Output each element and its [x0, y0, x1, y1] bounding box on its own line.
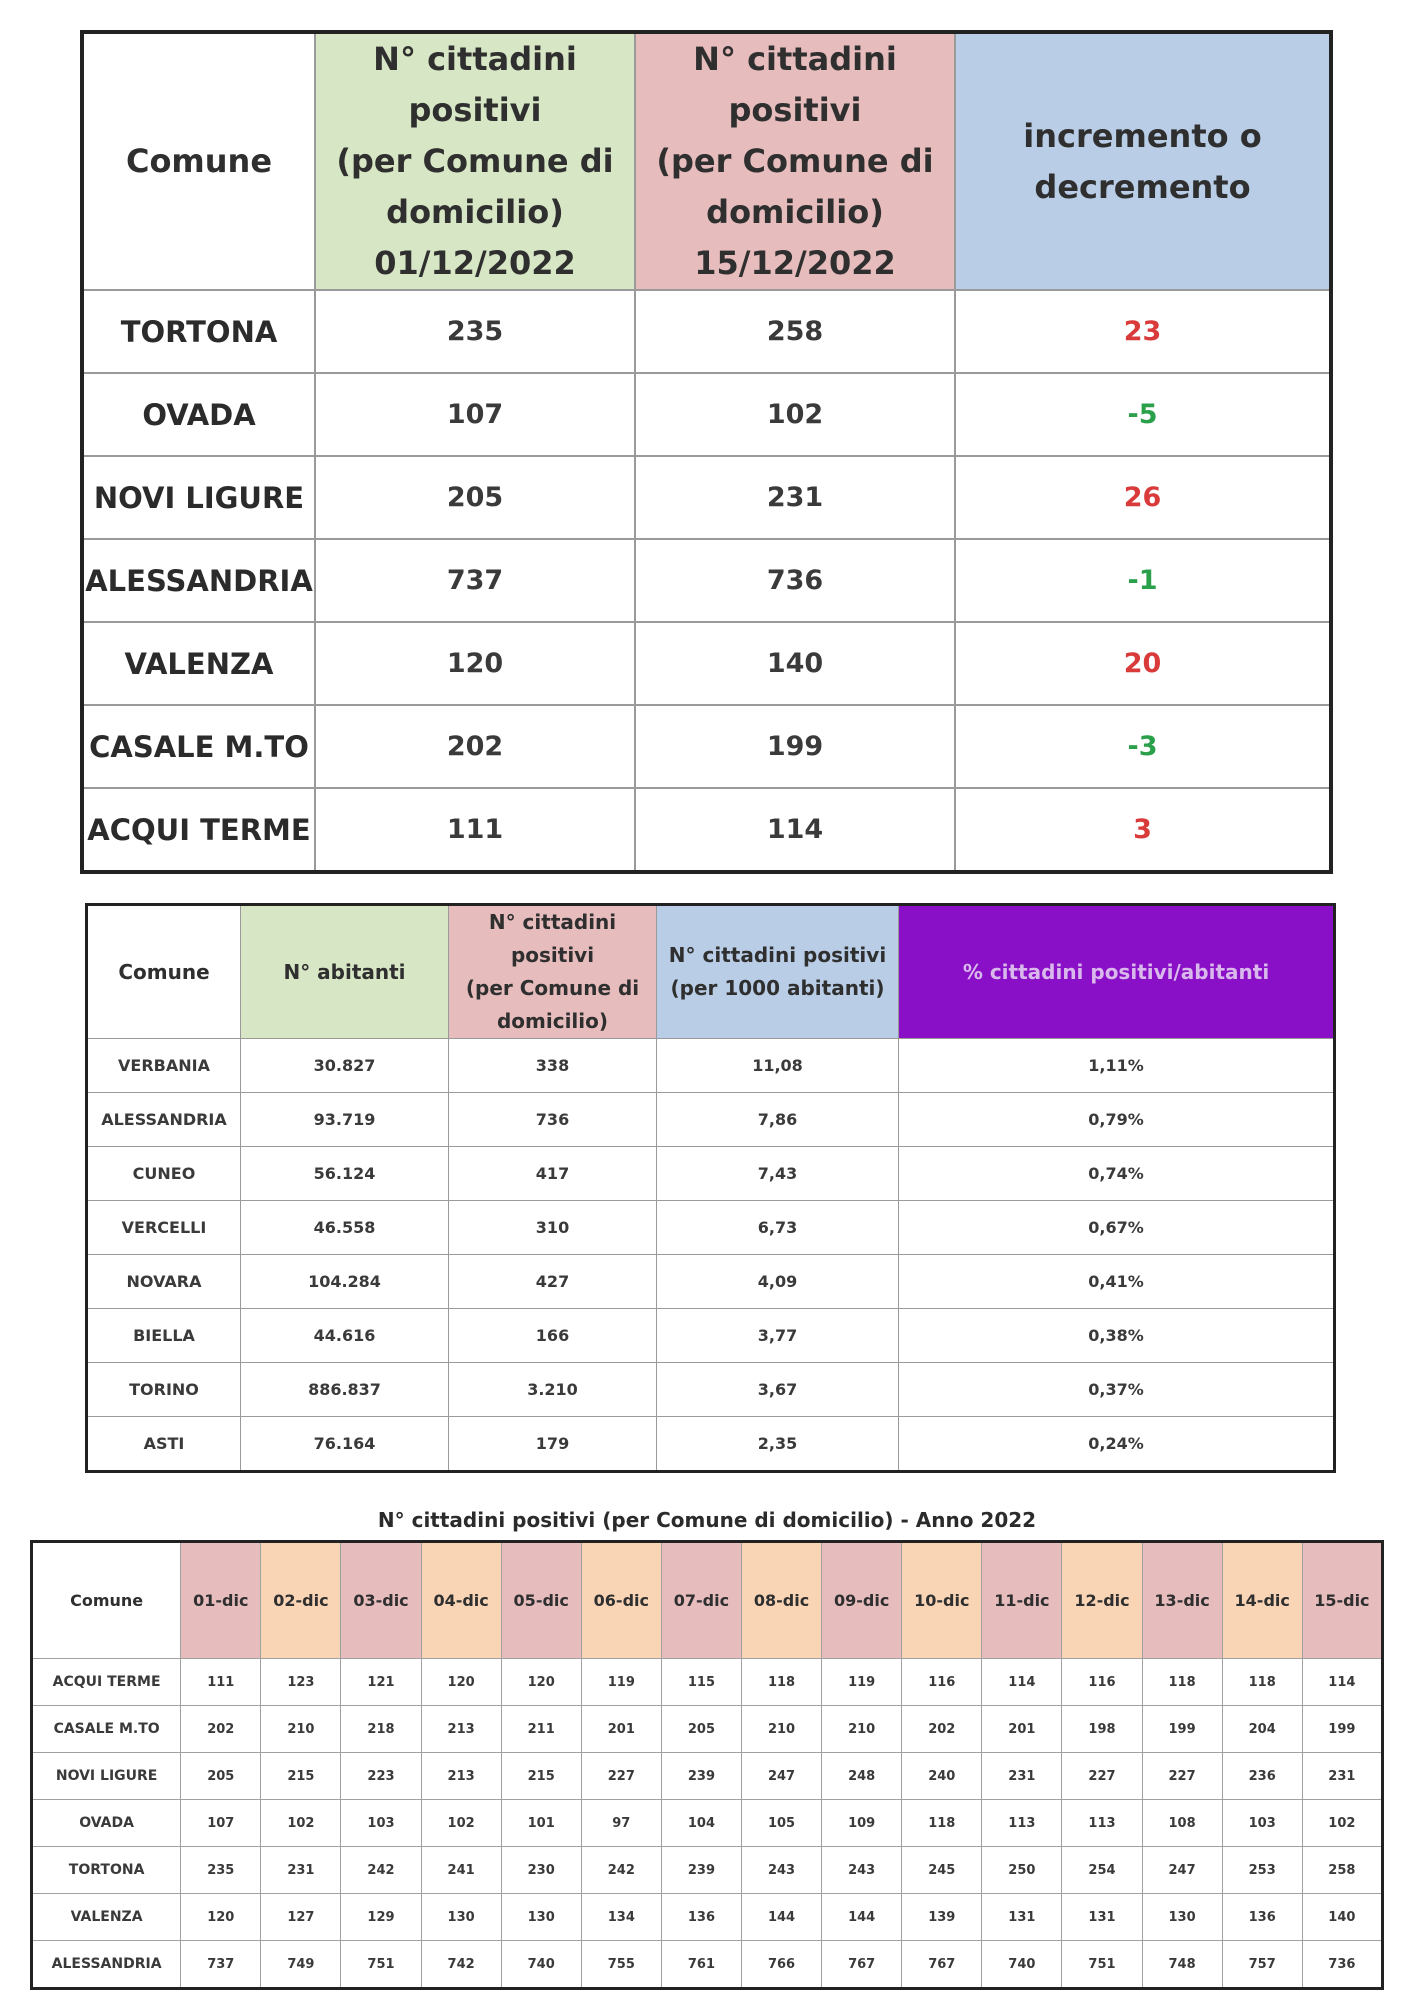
daily-value: 242	[341, 1847, 421, 1894]
comune-name: ASTI	[87, 1417, 241, 1472]
header-date: 09-dic	[822, 1542, 902, 1659]
daily-value: 243	[822, 1847, 902, 1894]
daily-value: 258	[1302, 1847, 1382, 1894]
header-line: incremento o	[1023, 116, 1262, 155]
abitanti-value: 93.719	[241, 1093, 449, 1147]
daily-value: 118	[1222, 1659, 1302, 1706]
header-comune: Comune	[82, 32, 315, 290]
per-1000-value: 6,73	[657, 1201, 899, 1255]
per-1000-value: 7,86	[657, 1093, 899, 1147]
daily-value: 205	[181, 1753, 261, 1800]
daily-value: 113	[982, 1800, 1062, 1847]
daily-value: 109	[822, 1800, 902, 1847]
daily-value: 227	[1062, 1753, 1142, 1800]
daily-value: 231	[982, 1753, 1062, 1800]
positivi-value: 310	[449, 1201, 657, 1255]
header-line: domicilio)	[706, 193, 884, 231]
percent-value: 0,37%	[899, 1363, 1335, 1417]
daily-value: 116	[1062, 1659, 1142, 1706]
header-date: 06-dic	[581, 1542, 661, 1659]
daily-value: 250	[982, 1847, 1062, 1894]
abitanti-value: 76.164	[241, 1417, 449, 1472]
daily-value: 215	[501, 1753, 581, 1800]
daily-value: 198	[1062, 1706, 1142, 1753]
comune-name: BIELLA	[87, 1309, 241, 1363]
table-row	[87, 1309, 1335, 1363]
table-row	[87, 1417, 1335, 1472]
abitanti-value: 44.616	[241, 1309, 449, 1363]
comune-name: NOVI LIGURE	[82, 456, 315, 539]
comune-name: VALENZA	[82, 622, 315, 705]
value-01-12: 205	[315, 456, 635, 539]
daily-value: 241	[421, 1847, 501, 1894]
table-row	[32, 1706, 1383, 1753]
daily-value: 231	[261, 1847, 341, 1894]
ratio-body	[87, 1039, 1335, 1472]
percent-value: 0,38%	[899, 1309, 1335, 1363]
header-date: 08-dic	[741, 1542, 821, 1659]
header-positivi	[449, 905, 657, 1039]
per-1000-value: 4,09	[657, 1255, 899, 1309]
daily-value: 247	[741, 1753, 821, 1800]
daily-value: 144	[822, 1894, 902, 1941]
table-row	[82, 788, 1331, 872]
daily-table	[30, 1540, 1384, 1990]
daily-value: 751	[1062, 1941, 1142, 1989]
daily-value: 230	[501, 1847, 581, 1894]
comune-name: OVADA	[32, 1800, 181, 1847]
daily-value: 236	[1222, 1753, 1302, 1800]
delta-value: 3	[955, 788, 1331, 872]
value-15-12: 258	[635, 290, 955, 373]
daily-value: 242	[581, 1847, 661, 1894]
daily-value: 120	[421, 1659, 501, 1706]
daily-body	[32, 1659, 1383, 1989]
daily-value: 127	[261, 1894, 341, 1941]
comune-name: CASALE M.TO	[82, 705, 315, 788]
percent-value: 0,24%	[899, 1417, 1335, 1472]
header-line: 01/12/2022	[374, 244, 576, 282]
table-row	[87, 1201, 1335, 1255]
table-row	[32, 1659, 1383, 1706]
abitanti-value: 104.284	[241, 1255, 449, 1309]
positivi-value: 427	[449, 1255, 657, 1309]
value-15-12: 140	[635, 622, 955, 705]
percent-value: 0,67%	[899, 1201, 1335, 1255]
daily-value: 240	[902, 1753, 982, 1800]
header-line: N° cittadini	[373, 40, 577, 78]
header-date: 13-dic	[1142, 1542, 1222, 1659]
daily-value: 103	[341, 1800, 421, 1847]
daily-value: 215	[261, 1753, 341, 1800]
table-row	[82, 539, 1331, 622]
abitanti-value: 46.558	[241, 1201, 449, 1255]
header-line: (per Comune di	[465, 976, 640, 1000]
header-comune: Comune	[32, 1542, 181, 1659]
daily-value: 742	[421, 1941, 501, 1989]
daily-value: 227	[1142, 1753, 1222, 1800]
per-1000-value: 3,77	[657, 1309, 899, 1363]
daily-value: 107	[181, 1800, 261, 1847]
header-date: 14-dic	[1222, 1542, 1302, 1659]
comune-name: NOVARA	[87, 1255, 241, 1309]
daily-value: 119	[822, 1659, 902, 1706]
header-date: 11-dic	[982, 1542, 1062, 1659]
table-row	[82, 705, 1331, 788]
daily-value: 205	[661, 1706, 741, 1753]
value-01-12: 111	[315, 788, 635, 872]
comune-name: CASALE M.TO	[32, 1706, 181, 1753]
value-15-12: 102	[635, 373, 955, 456]
header-line: domicilio)	[496, 1009, 609, 1033]
percent-value: 0,74%	[899, 1147, 1335, 1201]
daily-value: 213	[421, 1753, 501, 1800]
header-per-1000	[657, 905, 899, 1039]
daily-value: 103	[1222, 1800, 1302, 1847]
percent-value: 1,11%	[899, 1039, 1335, 1093]
daily-value: 253	[1222, 1847, 1302, 1894]
daily-value: 134	[581, 1894, 661, 1941]
header-line: positivi	[728, 91, 862, 129]
daily-value: 239	[661, 1753, 741, 1800]
daily-value: 129	[341, 1894, 421, 1941]
table-row	[82, 456, 1331, 539]
daily-value: 749	[261, 1941, 341, 1989]
daily-value: 210	[822, 1706, 902, 1753]
header-comune: Comune	[87, 905, 241, 1039]
comune-name: ACQUI TERME	[32, 1659, 181, 1706]
daily-value: 115	[661, 1659, 741, 1706]
header-line: (per Comune di	[336, 142, 614, 180]
daily-value: 108	[1142, 1800, 1222, 1847]
table-row	[87, 1093, 1335, 1147]
daily-value: 199	[1142, 1706, 1222, 1753]
positivi-value: 3.210	[449, 1363, 657, 1417]
per-1000-value: 3,67	[657, 1363, 899, 1417]
delta-value: -5	[955, 373, 1331, 456]
daily-value: 210	[261, 1706, 341, 1753]
abitanti-value: 30.827	[241, 1039, 449, 1093]
value-15-12: 736	[635, 539, 955, 622]
daily-value: 740	[501, 1941, 581, 1989]
ratio-table	[85, 903, 1336, 1473]
percent-value: 0,41%	[899, 1255, 1335, 1309]
header-date: 10-dic	[902, 1542, 982, 1659]
daily-table-title: N° cittadini positivi (per Comune di domicilio) - Anno 2022	[377, 1508, 1037, 1532]
positivi-value: 417	[449, 1147, 657, 1201]
daily-value: 737	[181, 1941, 261, 1989]
value-01-12: 235	[315, 290, 635, 373]
daily-value: 254	[1062, 1847, 1142, 1894]
value-01-12: 737	[315, 539, 635, 622]
daily-value: 130	[501, 1894, 581, 1941]
per-1000-value: 11,08	[657, 1039, 899, 1093]
table-row	[32, 1894, 1383, 1941]
daily-value: 202	[181, 1706, 261, 1753]
daily-value: 231	[1302, 1753, 1382, 1800]
daily-value: 740	[982, 1941, 1062, 1989]
daily-value: 118	[741, 1659, 821, 1706]
daily-value: 102	[261, 1800, 341, 1847]
value-15-12: 231	[635, 456, 955, 539]
header-positivi-15-12	[635, 32, 955, 290]
daily-value: 119	[581, 1659, 661, 1706]
daily-value: 210	[741, 1706, 821, 1753]
value-01-12: 202	[315, 705, 635, 788]
table-row	[87, 1363, 1335, 1417]
header-line: domicilio)	[386, 193, 564, 231]
table-row	[82, 622, 1331, 705]
header-date: 04-dic	[421, 1542, 501, 1659]
daily-value: 767	[822, 1941, 902, 1989]
daily-value: 202	[902, 1706, 982, 1753]
ratio-header-row	[87, 905, 1335, 1039]
header-line: N° cittadini	[693, 40, 897, 78]
daily-value: 113	[1062, 1800, 1142, 1847]
comparison-table	[80, 30, 1333, 874]
value-01-12: 107	[315, 373, 635, 456]
table-row	[87, 1255, 1335, 1309]
table-row	[87, 1039, 1335, 1093]
per-1000-value: 7,43	[657, 1147, 899, 1201]
daily-value: 761	[661, 1941, 741, 1989]
header-date: 12-dic	[1062, 1542, 1142, 1659]
daily-value: 201	[581, 1706, 661, 1753]
daily-value: 102	[421, 1800, 501, 1847]
header-line: positivi	[408, 91, 542, 129]
daily-value: 101	[501, 1800, 581, 1847]
daily-value: 218	[341, 1706, 421, 1753]
daily-value: 223	[341, 1753, 421, 1800]
daily-value: 102	[1302, 1800, 1382, 1847]
comparison-body	[82, 290, 1331, 872]
table-row	[82, 373, 1331, 456]
positivi-value: 166	[449, 1309, 657, 1363]
delta-value: -3	[955, 705, 1331, 788]
header-date: 02-dic	[261, 1542, 341, 1659]
abitanti-value: 886.837	[241, 1363, 449, 1417]
percent-value: 0,79%	[899, 1093, 1335, 1147]
table-row	[32, 1753, 1383, 1800]
comune-name: VERBANIA	[87, 1039, 241, 1093]
header-line: (per Comune di	[656, 142, 934, 180]
table-row	[32, 1800, 1383, 1847]
comune-name: TORTONA	[82, 290, 315, 373]
daily-value: 136	[1222, 1894, 1302, 1941]
per-1000-value: 2,35	[657, 1417, 899, 1472]
comune-name: ACQUI TERME	[82, 788, 315, 872]
daily-value: 130	[1142, 1894, 1222, 1941]
delta-value: -1	[955, 539, 1331, 622]
header-line: N° cittadini	[488, 910, 617, 934]
positivi-value: 179	[449, 1417, 657, 1472]
value-15-12: 199	[635, 705, 955, 788]
daily-header-row	[32, 1542, 1383, 1659]
table-row	[82, 290, 1331, 373]
table-row	[32, 1941, 1383, 1989]
comparison-header-row	[82, 32, 1331, 290]
header-line: decremento	[1034, 167, 1251, 206]
daily-value: 243	[741, 1847, 821, 1894]
daily-value: 111	[181, 1659, 261, 1706]
value-15-12: 114	[635, 788, 955, 872]
daily-value: 118	[1142, 1659, 1222, 1706]
daily-value: 755	[581, 1941, 661, 1989]
daily-value: 118	[902, 1800, 982, 1847]
daily-value: 204	[1222, 1706, 1302, 1753]
daily-value: 114	[982, 1659, 1062, 1706]
header-date: 03-dic	[341, 1542, 421, 1659]
daily-value: 136	[661, 1894, 741, 1941]
daily-value: 748	[1142, 1941, 1222, 1989]
daily-value: 247	[1142, 1847, 1222, 1894]
header-line: N° cittadini positivi	[668, 943, 887, 967]
header-abitanti: N° abitanti	[241, 905, 449, 1039]
daily-value: 120	[501, 1659, 581, 1706]
header-date: 05-dic	[501, 1542, 581, 1659]
daily-value: 201	[982, 1706, 1062, 1753]
daily-value: 121	[341, 1659, 421, 1706]
header-line: 15/12/2022	[694, 244, 896, 282]
daily-value: 140	[1302, 1894, 1382, 1941]
comune-name: ALESSANDRIA	[32, 1941, 181, 1989]
comune-name: VERCELLI	[87, 1201, 241, 1255]
delta-value: 26	[955, 456, 1331, 539]
comune-name: VALENZA	[32, 1894, 181, 1941]
header-date: 07-dic	[661, 1542, 741, 1659]
comune-name: OVADA	[82, 373, 315, 456]
daily-value: 130	[421, 1894, 501, 1941]
comune-name: TORTONA	[32, 1847, 181, 1894]
daily-value: 239	[661, 1847, 741, 1894]
daily-value: 116	[902, 1659, 982, 1706]
header-date: 15-dic	[1302, 1542, 1382, 1659]
daily-value: 766	[741, 1941, 821, 1989]
daily-value: 767	[902, 1941, 982, 1989]
daily-value: 736	[1302, 1941, 1382, 1989]
daily-value: 105	[741, 1800, 821, 1847]
daily-value: 245	[902, 1847, 982, 1894]
comune-name: NOVI LIGURE	[32, 1753, 181, 1800]
daily-value: 144	[741, 1894, 821, 1941]
daily-value: 199	[1302, 1706, 1382, 1753]
comune-name: ALESSANDRIA	[87, 1093, 241, 1147]
positivi-value: 338	[449, 1039, 657, 1093]
daily-value: 211	[501, 1706, 581, 1753]
header-line: (per 1000 abitanti)	[670, 976, 885, 1000]
daily-value: 131	[1062, 1894, 1142, 1941]
header-incremento	[955, 32, 1331, 290]
table-row	[87, 1147, 1335, 1201]
delta-value: 20	[955, 622, 1331, 705]
daily-value: 227	[581, 1753, 661, 1800]
comune-name: TORINO	[87, 1363, 241, 1417]
daily-value: 97	[581, 1800, 661, 1847]
value-01-12: 120	[315, 622, 635, 705]
daily-value: 235	[181, 1847, 261, 1894]
daily-value: 123	[261, 1659, 341, 1706]
daily-value: 248	[822, 1753, 902, 1800]
abitanti-value: 56.124	[241, 1147, 449, 1201]
daily-value: 131	[982, 1894, 1062, 1941]
header-percent: % cittadini positivi/abitanti	[899, 905, 1335, 1039]
daily-value: 114	[1302, 1659, 1382, 1706]
delta-value: 23	[955, 290, 1331, 373]
header-line: positivi	[510, 943, 595, 967]
header-positivi-01-12	[315, 32, 635, 290]
daily-value: 120	[181, 1894, 261, 1941]
daily-value: 757	[1222, 1941, 1302, 1989]
daily-value: 213	[421, 1706, 501, 1753]
daily-value: 751	[341, 1941, 421, 1989]
comune-name: ALESSANDRIA	[82, 539, 315, 622]
positivi-value: 736	[449, 1093, 657, 1147]
comune-name: CUNEO	[87, 1147, 241, 1201]
table-row	[32, 1847, 1383, 1894]
daily-value: 139	[902, 1894, 982, 1941]
header-date: 01-dic	[181, 1542, 261, 1659]
daily-value: 104	[661, 1800, 741, 1847]
